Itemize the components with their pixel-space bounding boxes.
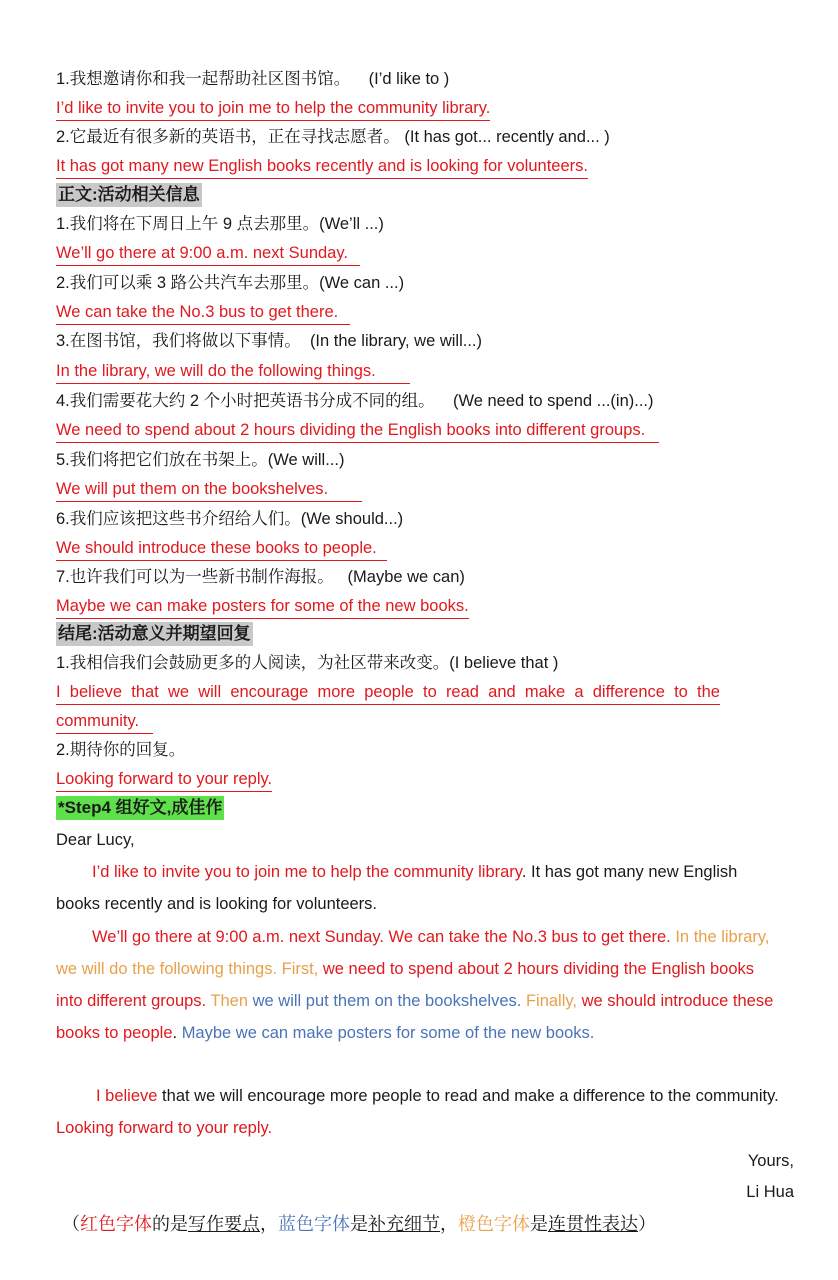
- cn-text: 3.在图书馆，我们将做以下事情。: [56, 332, 301, 350]
- answer-text: We should introduce these books to people.: [56, 537, 387, 561]
- answer-text: Looking forward to your reply.: [56, 768, 272, 792]
- body-item-3-en: [56, 360, 410, 384]
- body-item-7-en: [56, 595, 469, 619]
- letter-paragraph-1: [56, 856, 784, 920]
- plain-text: that we will encourage more people to read and make a difference to the community.: [157, 1087, 793, 1105]
- hint-text: (We’ll ...): [319, 215, 384, 233]
- body-item-6-cn: [56, 508, 403, 530]
- coherence-text: Then: [210, 992, 253, 1010]
- legend-text: 是: [530, 1214, 548, 1235]
- body-item-7-cn: [56, 566, 465, 588]
- hint-text: (We should...): [300, 510, 404, 528]
- letter-paragraph-3: [56, 1080, 793, 1144]
- answer-text: I’d like to invite you to join me to help the community library.: [56, 97, 490, 121]
- coherence-text: In the library, we will do the following things. First,: [56, 928, 770, 978]
- ending-sentence-2-cn: [56, 739, 185, 761]
- cn-text: 1.我相信我们会鼓励更多的人阅读，为社区带来改变。: [56, 654, 450, 672]
- detail-text: Maybe we can make posters for some of the new books.: [181, 1024, 595, 1042]
- key-point-text: Looking forward to your reply.: [56, 1119, 273, 1137]
- body-item-1-en: [56, 242, 360, 266]
- legend-blue-meaning: 补充细节: [368, 1214, 440, 1235]
- cn-text: 2.我们可以乘 3 路公共汽车去那里。: [56, 274, 320, 292]
- key-point-text: I’d like to invite you to join me to help the community library: [92, 863, 522, 881]
- answer-text: It has got many new English books recently and is looking for volunteers.: [56, 155, 588, 179]
- key-point-text: I believe: [96, 1087, 158, 1105]
- legend-orange-label: 橙色字体: [458, 1214, 530, 1235]
- legend-text: 是: [350, 1214, 368, 1235]
- cn-text: 1.我想邀请你和我一起帮助社区图书馆。: [56, 70, 351, 88]
- letter-greeting: Dear Lucy,: [56, 831, 135, 849]
- step4-heading: *Step4 组好文,成佳作: [56, 796, 224, 820]
- legend-text: ，: [260, 1214, 278, 1235]
- body-item-5-en: [56, 478, 362, 502]
- ending-sentence-2-en: [56, 768, 272, 792]
- answer-text: We will put them on the bookshelves.: [56, 478, 362, 502]
- answer-text: We’ll go there at 9:00 a.m. next Sunday.: [56, 242, 360, 266]
- intro-sentence-1-cn: [56, 68, 449, 90]
- cn-text: 2.期待你的回复。: [56, 741, 186, 759]
- hint-text: (It has got... recently and... ): [404, 128, 610, 146]
- cn-text: 6.我们应该把这些书介绍给人们。: [56, 510, 301, 528]
- cn-text: 5.我们将把它们放在书架上。: [56, 451, 268, 469]
- legend-paren: （: [62, 1214, 80, 1235]
- body-item-2-cn: [56, 272, 404, 294]
- body-item-5-cn: [56, 449, 344, 471]
- plain-text: .: [172, 1024, 182, 1042]
- answer-text: community.: [56, 710, 153, 734]
- hint-text: (In the library, we will...): [309, 332, 483, 350]
- intro-sentence-2-en: [56, 155, 588, 179]
- ending-sentence-1-en-line1: [56, 681, 794, 705]
- intro-sentence-1-en: [56, 97, 490, 121]
- answer-text: We need to spend about 2 hours dividing the English books into different groups.: [56, 419, 659, 443]
- legend-text: ，: [440, 1214, 458, 1235]
- ending-section-heading: 结尾:活动意义并期望回复: [56, 622, 253, 646]
- cn-text: 7.也许我们可以为一些新书制作海报。: [56, 568, 334, 586]
- detail-text: we will put them on the bookshelves.: [252, 992, 526, 1010]
- coherence-text: Finally,: [525, 992, 582, 1010]
- plain-text: . It has got many new English books recently and is looking for volunteers.: [56, 863, 738, 913]
- key-point-text: We’ll go there at 9:00 a.m. next Sunday. We can take the No.3 bus to get there.: [92, 928, 676, 946]
- ending-sentence-1-cn: [56, 652, 558, 674]
- hint-text: (I believe that ): [449, 654, 559, 672]
- legend-orange-meaning: 连贯性表达: [548, 1214, 638, 1235]
- body-item-4-cn: [56, 390, 654, 412]
- hint-text: (Maybe we can): [347, 568, 465, 586]
- ending-sentence-1-en-line2: [56, 710, 153, 734]
- body-section-heading: 正文:活动相关信息: [56, 183, 202, 207]
- hint-text: (I’d like to ): [368, 70, 450, 88]
- letter-signature: Li Hua: [746, 1183, 794, 1201]
- letter-paragraph-2: [56, 921, 784, 1049]
- legend-text: 的是: [152, 1214, 188, 1235]
- legend-red-meaning: 写作要点: [188, 1214, 260, 1235]
- key-point-text: we need to spend about 2 hours dividing the English books into different groups.: [56, 960, 755, 1010]
- body-item-2-en: [56, 301, 350, 325]
- body-item-3-cn: [56, 330, 482, 352]
- answer-text: I believe that we will encourage more people to read and make a difference to the: [56, 681, 720, 705]
- body-item-1-cn: [56, 213, 384, 235]
- legend-paren: ）: [638, 1214, 656, 1235]
- legend-blue-label: 蓝色字体: [278, 1214, 350, 1235]
- hint-text: (We will...): [267, 451, 345, 469]
- hint-text: (We can ...): [319, 274, 405, 292]
- body-item-4-en: [56, 419, 659, 443]
- answer-text: In the library, we will do the following things.: [56, 360, 410, 384]
- answer-text: We can take the No.3 bus to get there.: [56, 301, 350, 325]
- body-item-6-en: [56, 537, 387, 561]
- key-point-text: we should introduce these books to people: [56, 992, 774, 1042]
- hint-text: (We need to spend ...(in)...): [452, 392, 654, 410]
- cn-text: 1.我们将在下周日上午 9 点去那里。: [56, 215, 320, 233]
- color-legend: [62, 1210, 656, 1236]
- legend-red-label: 红色字体: [80, 1214, 152, 1235]
- letter-closing: Yours,: [747, 1152, 794, 1170]
- intro-sentence-2-cn: [56, 126, 610, 148]
- answer-text: Maybe we can make posters for some of the new books.: [56, 595, 469, 619]
- cn-text: 4.我们需要花大约 2 个小时把英语书分成不同的组。: [56, 392, 435, 410]
- cn-text: 2.它最近有很多新的英语书，正在寻找志愿者。: [56, 128, 400, 146]
